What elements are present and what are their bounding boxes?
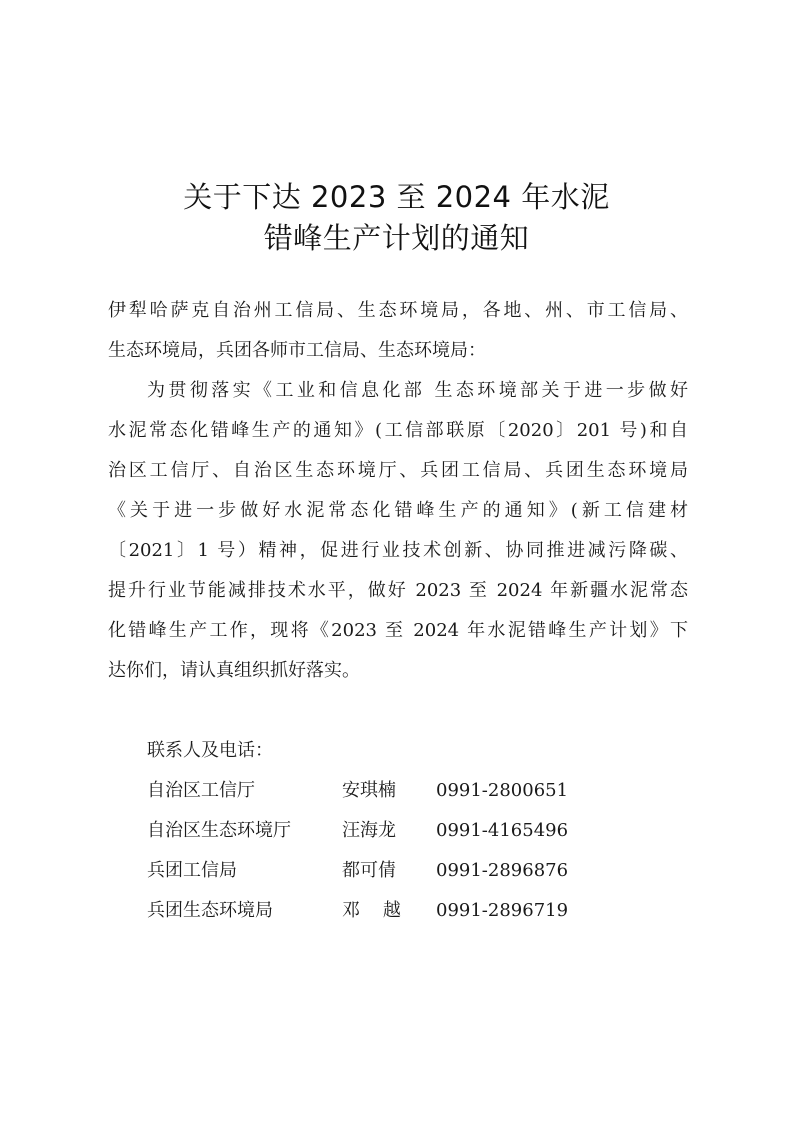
body-paragraph-line-3: 治区工信厅、自治区生态环境厅、兵团工信局、兵团生态环境局: [108, 460, 688, 481]
contact-org: 自治区工信厅: [147, 780, 255, 801]
contact-phone: 0991-2800651: [436, 780, 569, 801]
body-paragraph-line-5: 〔2021〕1 号）精神，促进行业技术创新、协同推进减污降碳、: [108, 540, 688, 561]
contact-phone: 0991-2896876: [436, 860, 569, 881]
contact-phone: 0991-2896719: [436, 900, 569, 921]
contact-org: 兵团生态环境局: [147, 900, 273, 921]
contact-phone: 0991-4165496: [436, 820, 569, 841]
contacts-heading: 联系人及电话：: [147, 740, 273, 761]
recipients-line-2: 生态环境局，兵团各师市工信局、生态环境局：: [108, 340, 486, 361]
body-paragraph-line-4: 《关于进一步做好水泥常态化错峰生产的通知》(新工信建材: [108, 500, 688, 521]
contact-org: 自治区生态环境厅: [147, 820, 291, 841]
contact-org: 兵团工信局: [147, 860, 237, 881]
body-paragraph-line-8: 达你们，请认真组织抓好落实。: [108, 660, 360, 681]
contact-name: 汪海龙: [342, 820, 396, 841]
document-title-line-2: 错峰生产计划的通知: [263, 221, 530, 255]
contact-name: 邓 越: [342, 900, 401, 921]
recipients-line-1: 伊犁哈萨克自治州工信局、生态环境局，各地、州、市工信局、: [108, 300, 688, 321]
document-title-line-1: 关于下达 2023 至 2024 年水泥: [183, 180, 610, 214]
body-paragraph-line-7: 化错峰生产工作，现将《2023 至 2024 年水泥错峰生产计划》下: [108, 620, 688, 641]
body-paragraph-line-2: 水泥常态化错峰生产的通知》(工信部联原〔2020〕201 号)和自: [108, 420, 688, 441]
body-paragraph-line-6: 提升行业节能减排技术水平，做好 2023 至 2024 年新疆水泥常态: [108, 580, 688, 601]
body-paragraph-line-1: 为贯彻落实《工业和信息化部 生态环境部关于进一步做好: [147, 380, 688, 401]
contact-name: 都可倩: [342, 860, 396, 881]
contact-name: 安琪楠: [342, 780, 396, 801]
